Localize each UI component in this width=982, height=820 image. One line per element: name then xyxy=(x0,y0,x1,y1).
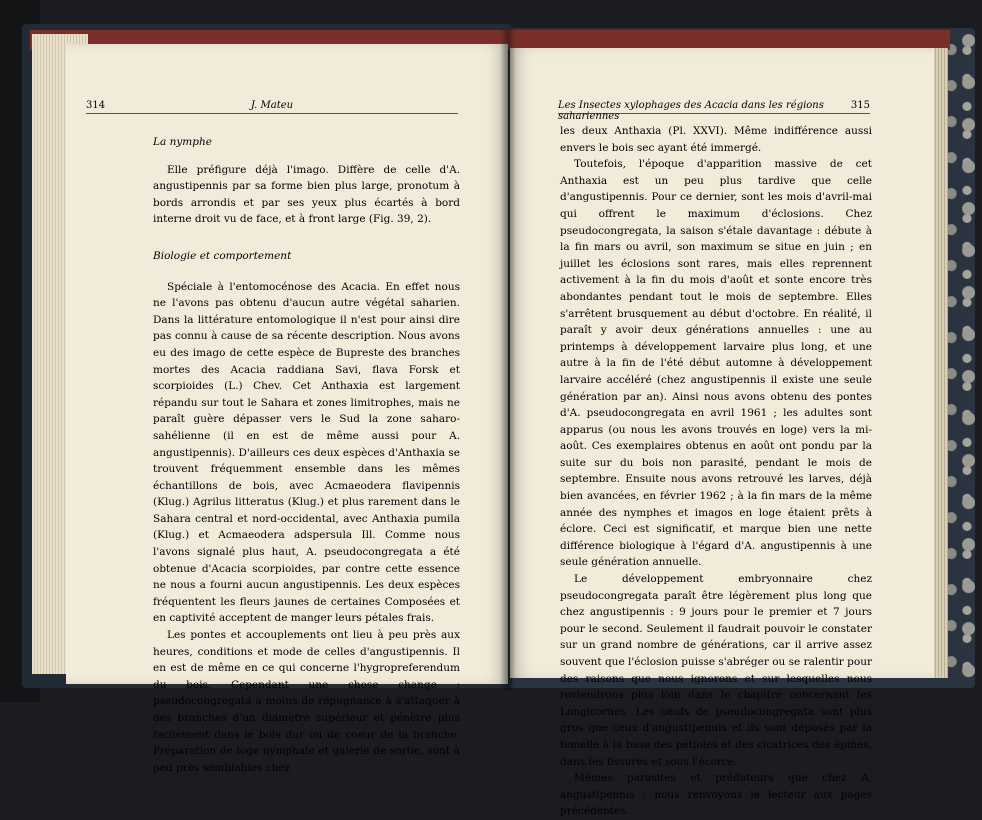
paragraph: Elle préfigure déjà l'imago. Diffère de celle d'A. angustipennis par sa forme bien plus large, pronotum à bords arrondis et par ses yeux plus écartés à bord interne droit vu de face, et à front large (Fig. 39, 2). xyxy=(153,163,460,226)
paragraph: Toutefois, l'époque d'apparition massive de cet Anthaxia est un peu plus tardive que celle d'angustipennis. Pour ce dernier, sont les mois d'avril-mai qui offrent le maximum d'éclosions. Chez pseudocongregata, la saison s'étale davantage : débute à la fin mars ou avril, son maximum se situe en juin ; en juillet les éclosions sont rares, mais elles reprennent activement à la fin du mois d'août et sonte encore très abondantes pendant tout le mois de septembre. Elles s'arrêtent brusquement au début d'octobre. En réalité, il paraît y avoir deux générations annuelles : une au printemps à développement larvaire plus long, et une autre à la fin de l'été début automne à développement larvaire accéléré (chez angustipennis il existe une seule génération par an). Ainsi nous avons obtenu des pontes d'A. pseudocongregata en avril 1961 ; les adultes sont apparus (ou nous les avons trouvés en loge) vers la mi-août. Ces exemplaires obtenus en août ont pondu par la suite sur du bois non parasité, pendant le mois de septembre. Ensuite nous avons retrouvé les larves, déjà bien avancées, en février 1962 ; à la fin mars de la même année des nymphes et imagos en loge étaient prêts à éclore. Ceci est significatif, et marque bien une nette différence biologique à l'égard d'A. angustipennis à une seule génération annuelle. xyxy=(560,158,872,569)
section-heading-nymphe: La nymphe xyxy=(153,136,212,148)
paragraph: Mêmes parasites et prédateurs que chez A. angustipennis : nous renvoyons le lecteur aux pages précédentes. xyxy=(560,772,872,818)
left-page-number: 314 xyxy=(86,100,106,111)
paragraph: Le développement embryonnaire chez pseudocongregata paraît être légèrement plus long que chez angustipennis : 9 jours pour le premier et 7 jours pour le second. Seulement il faudrait pouvoir le constater sur un grand nombre de générations, car il arrive assez souvent que l'éclosion puisse s'abréger ou se ralentir pour des raisons que nous ignorons et sur lesquelles nous reviendrons plus loin dans le chapitre concernant les Longicornes. Les oeufs de pseudocongregata sont plus gros que ceux d'angustipennis et ils sont déposés par la femelle à la base des pétioles et des cicatrices des épines, dans les fissures et sous l'écorce. xyxy=(560,573,872,768)
section-heading-biologie: Biologie et comportement xyxy=(153,249,292,262)
paragraph: Spéciale à l'entomocénose des Acacia. En effet nous ne l'avons pas obtenu d'aucun autre végétal saharien. Dans la littérature entomologique il n'est pour ainsi dire pas connu à cause de sa récente description. Nous avons eu des imago de cette espèce de Bupreste des branches mortes des Acacia raddiana Savi, flava Forsk et scorpioides (L.) Chev. Cet Anthaxia est largement répandu sur tout le Sahara et zones limitrophes, mais ne paraît guère dépasser vers le Sud la zone saharo-sahélienne (il en est de même aussi pour A. angustipennis). D'ailleurs ces deux espèces d'Anthaxia se trouvent fréquemment ensemble dans les mêmes échantillons de bois, avec Acmaeodera flavipennis (Klug.) Agrilus litteratus (Klug.) et plus rarement dans le Sahara central et nord-occidental, avec Anthaxia pumila (Klug.) et Acmaeodera adspersula Ill. Comme nous l'avons signalé plus haut, A. pseudocongregata a été obtenue d'Acacia scorpioides, par contre cette essence ne nous a fourni aucun angustipennis. Les deux espèces fréquentent les fleurs jaunes de certaines Composées et en captivité acceptent de manger leurs pétales frais. xyxy=(153,280,460,625)
right-running-head xyxy=(558,100,870,122)
left-body-text xyxy=(153,134,460,776)
left-running-title: J. Mateu xyxy=(250,100,294,111)
right-running-title: Les Insectes xylophages des Acacia dans les régions sahariennes xyxy=(558,100,824,122)
paragraph: Les pontes et accouplements ont lieu à peu près aux heures, conditions et mode de celles d'angustipennis. Il en est de même en ce qui concerne l'hygropreferendum du bois. Cependant une chose change : pseudocongregata a moins de répugnance à s'attaquer à des branches d'un diamètre supérieur et pénètre plus facilement dans le bois dur ou de coeur de la branche. Préparation de loge nymphale et galerie de sortie, sont à peu près semblables chez xyxy=(153,629,460,774)
left-running-head xyxy=(86,100,458,114)
right-body-text xyxy=(560,123,872,820)
paragraph: les deux Anthaxia (Pl. XXVI). Même indifférence aussi envers le bois sec ayant été immergé. xyxy=(560,125,872,154)
book-gutter xyxy=(500,30,516,690)
right-page-number: 315 xyxy=(850,100,870,111)
